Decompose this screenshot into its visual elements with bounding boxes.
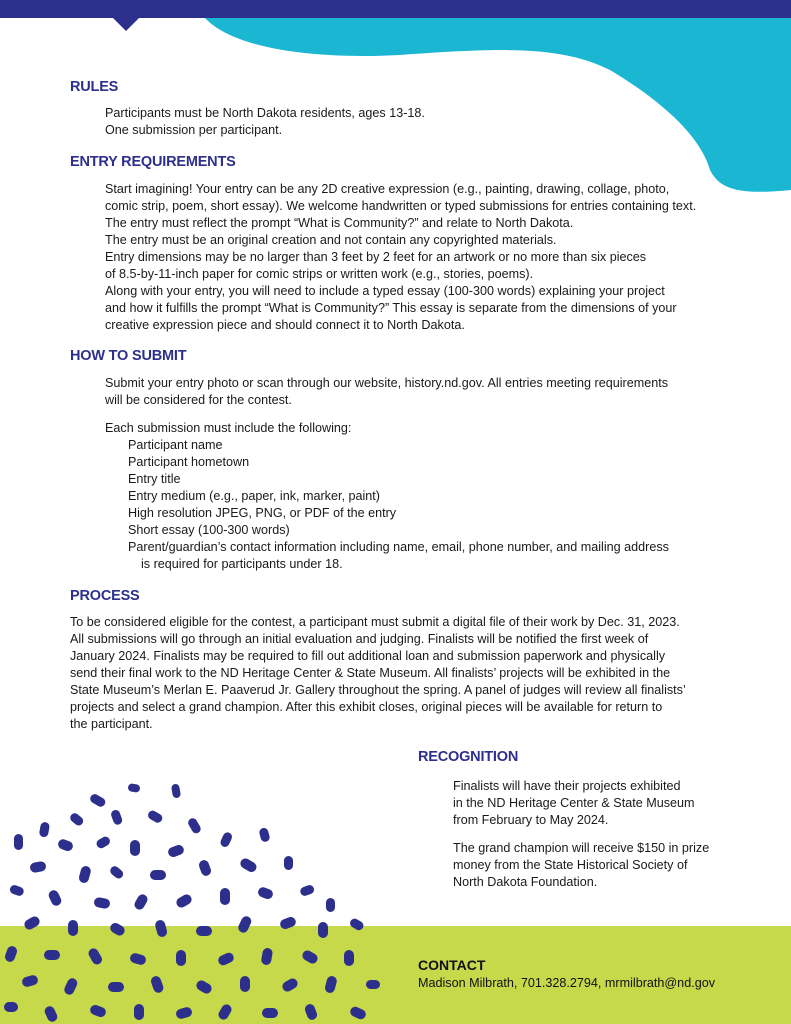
list-item: Participant name bbox=[128, 438, 223, 452]
rules-body bbox=[105, 105, 425, 139]
submit-line: will be considered for the contest. bbox=[105, 393, 292, 407]
recognition-line: Finalists will have their projects exhibited bbox=[453, 779, 681, 793]
entry-line: The entry must reflect the prompt “What is Community?” and relate to North Dakota. bbox=[105, 216, 574, 230]
entry-line: and how it fulfills the prompt “What is Community?” This essay is separate from the dimensions of your bbox=[105, 301, 677, 315]
list-item: is required for participants under 18. bbox=[141, 557, 343, 571]
entry-line: comic strip, poem, short essay). We welcome handwritten or typed submissions for entries containing text. bbox=[105, 199, 697, 213]
process-line: To be considered eligible for the contest, a participant must submit a digital file of their work by Dec. 31, 2023. bbox=[70, 615, 680, 629]
process-heading: PROCESS bbox=[70, 588, 140, 604]
submission-intro: Each submission must include the following: bbox=[105, 421, 352, 435]
process-line: the participant. bbox=[70, 717, 153, 731]
list-item: Entry title bbox=[128, 472, 181, 486]
submission-checklist bbox=[128, 437, 669, 573]
contact-details: Madison Milbrath, 701.328.2794, mrmilbrath@nd.gov bbox=[418, 976, 715, 990]
list-item: Entry medium (e.g., paper, ink, marker, paint) bbox=[128, 489, 380, 503]
submit-line: Submit your entry photo or scan through our website, history.nd.gov. All entries meeting requirements bbox=[105, 376, 669, 390]
entry-line: The entry must be an original creation and not contain any copyrighted materials. bbox=[105, 233, 557, 247]
recognition-line: North Dakota Foundation. bbox=[453, 875, 598, 889]
recognition-line: money from the State Historical Society of bbox=[453, 858, 688, 872]
process-line: send their final work to the ND Heritage Center & State Museum. All finalists’ projects will be exhibited in the bbox=[70, 666, 671, 680]
process-body bbox=[70, 614, 686, 733]
process-line: All submissions will go through an initial evaluation and judging. Finalists will be notified the first week of bbox=[70, 632, 649, 646]
entry-requirements-heading: ENTRY REQUIREMENTS bbox=[70, 154, 236, 170]
rules-line: One submission per participant. bbox=[105, 123, 283, 137]
how-to-submit-heading: HOW TO SUBMIT bbox=[70, 348, 187, 364]
recognition-paragraph-2 bbox=[453, 840, 709, 891]
contact-heading: CONTACT bbox=[418, 957, 486, 973]
entry-line: Entry dimensions may be no larger than 3 feet by 2 feet for an artwork or no more than six pieces bbox=[105, 250, 647, 264]
entry-requirements-body bbox=[105, 181, 696, 334]
list-item: Short essay (100-300 words) bbox=[128, 523, 290, 537]
process-line: January 2024. Finalists may be required to fill out additional loan and submission paperwork and physically bbox=[70, 649, 666, 663]
dot-pattern-decoration bbox=[0, 770, 400, 1024]
how-to-submit-body bbox=[105, 375, 668, 409]
recognition-line: The grand champion will receive $150 in prize bbox=[453, 841, 710, 855]
rules-line: Participants must be North Dakota residents, ages 13-18. bbox=[105, 106, 425, 120]
list-item: High resolution JPEG, PNG, or PDF of the entry bbox=[128, 506, 397, 520]
rules-heading: RULES bbox=[70, 79, 119, 95]
recognition-paragraph-1 bbox=[453, 778, 695, 829]
entry-line: of 8.5-by-11-inch paper for comic strips or written work (e.g., stories, poems). bbox=[105, 267, 534, 281]
entry-line: creative expression piece and should connect it to North Dakota. bbox=[105, 318, 465, 332]
recognition-heading: RECOGNITION bbox=[418, 749, 519, 765]
recognition-line: in the ND Heritage Center & State Museum bbox=[453, 796, 695, 810]
entry-line: Along with your entry, you will need to include a typed essay (100-300 words) explaining your project bbox=[105, 284, 665, 298]
list-item: Participant hometown bbox=[128, 455, 250, 469]
process-line: projects and select a grand champion. After this exhibit closes, original pieces will be available for return to bbox=[70, 700, 663, 714]
entry-line: Start imagining! Your entry can be any 2D creative expression (e.g., painting, drawing, collage, photo, bbox=[105, 182, 670, 196]
process-line: State Museum’s Merlan E. Paaverud Jr. Gallery throughout the spring. A panel of judges will review all finalists’ bbox=[70, 683, 686, 697]
list-item: Parent/guardian’s contact information including name, email, phone number, and mailing address bbox=[128, 540, 669, 554]
recognition-line: from February to May 2024. bbox=[453, 813, 609, 827]
